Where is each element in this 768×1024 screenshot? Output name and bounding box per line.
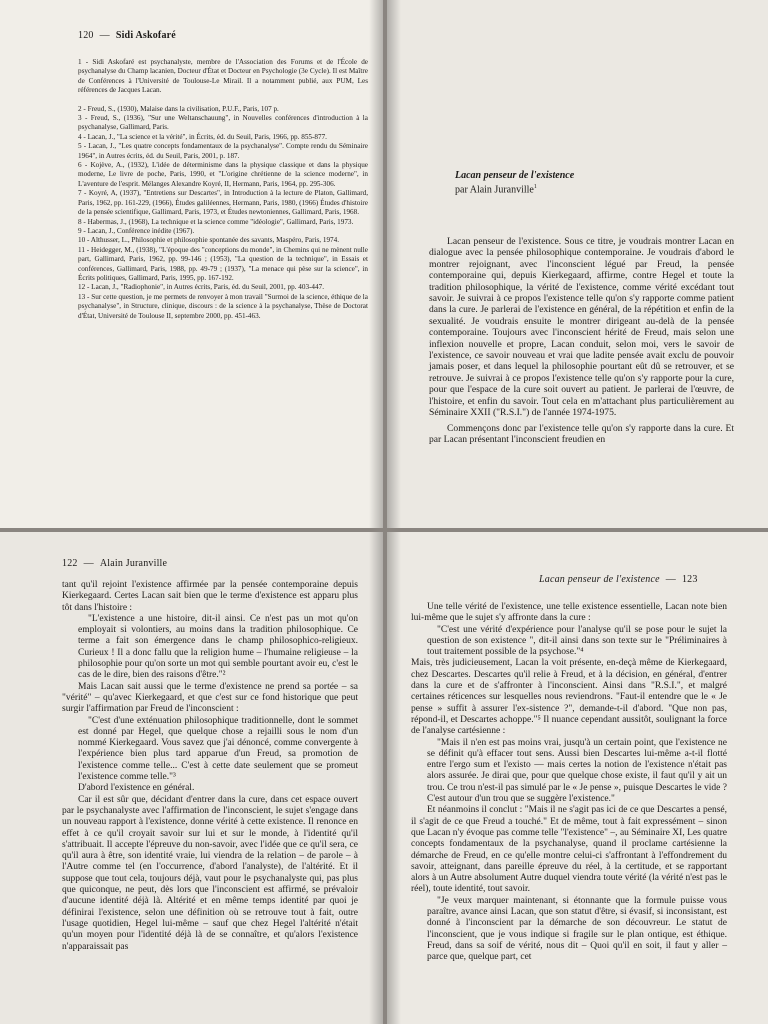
running-title: Lacan penseur de l'existence (539, 574, 660, 585)
note-item: 5 - Lacan, J., "Les quatre concepts fondamentaux de la psychanalyse". Compte rendu du Séminaire 1964", in Autres écrits, éd. du Seuil, Paris, 2001, p. 187. (78, 142, 368, 160)
page-top-right (387, 0, 768, 528)
block-quote: "Mais il n'en est pas moins vrai, jusqu'à un certain point, que l'existence ne se définit qu'à effacer tout sens. Aussi bien Descartes lui-même a-t-il flotté entre l'ergo sum et l'existo — mais certes la notion de l'existence n'était pas alors assurée. Je dirai que, pour que quelque chose existe, il faut qu'il y ait un trou. Ce trou n'est-il pas simulé par le « Je pense », puisque Descartes le vide ? C'est autour d'un trou que se suggère l'existence." (427, 737, 727, 805)
page-number: 123 (681, 574, 698, 585)
running-head (62, 558, 167, 569)
note-item: 13 - Sur cette question, je me permets de renvoyer à mon travail "Surmoi de la science, éthique de la psychanalyse", in Structure, clinique, discours : de la science à la psychanalyse, Thèse de Doctorat d'État, Université de Toulouse II, septembre 2000, pp. 451-463. (78, 292, 368, 320)
paragraph: D'abord l'existence en général. (78, 783, 195, 794)
note-item: 10 - Althusser, L., Philosophie et philosophie spontanée des savants, Maspéro, Paris, 1974. (78, 236, 340, 245)
note-item: 8 - Habermas, J., (1968), La technique et la science comme "idéologie", Gallimard, Paris, 1973. (78, 217, 354, 226)
paragraph: Mais Lacan sait aussi que le terme d'existence ne prend sa portée – sa "vérité" – qu'avec Kierkegaard, et que c'est sur ce fond historique que peut surgir l'affirmation par Freud de l'inconscient : (62, 681, 358, 715)
note-item: 4 - Lacan, J., "La science et la vérité", in Écrits, éd. du Seuil, Paris, 1966, pp. 855-877. (78, 132, 327, 141)
article-title: Lacan penseur de l'existence (455, 170, 575, 181)
block-quote: "L'existence a une histoire, dit-il ainsi. Ce n'est pas un mot qu'on employait si volontiers, au moins dans la tradition philosophique. Ce terme a fait son émergence dans le champ philosophico-religieux. Curieux ! Il a donc fallu que la religion hume – l'humaine religieuse – la philosophie pour qu'on sorte un mot qui semble pourtant avoir eu, c'est le cas de le dire, bien des raisons d'être."² (78, 613, 358, 681)
note-item: 12 - Lacan, J., "Radiophonie", in Autres écrits, Paris, éd. du Seuil, 2001, pp. 403-447. (78, 283, 325, 292)
paragraph: tant qu'il rejoint l'existence affirmée par la pensée contemporaine depuis Kierkegaard. Certes Lacan sait bien que le terme d'existence est apparu plus tôt dans l'histoire : (62, 580, 358, 613)
gutter-shadow (387, 532, 401, 1024)
running-title: Alain Juranville (99, 558, 168, 569)
running-head-dash: — (83, 558, 94, 569)
page-number: 120 (78, 30, 94, 41)
note-item: 7 - Koyré, A, (1937), "Entretiens sur Descartes", in Introduction à la lecture de Platon, Gallimard, Paris, 1962, pp. 161-229, (1966), Études galiléennes, Hermann, Paris, 1980, (1966) Études d'histoire de la pensée scientifique, Gallimard, Paris, 1973, et Études newtoniennes, Gallimard, Paris, 1968. (78, 189, 368, 217)
endnotes (78, 58, 368, 321)
article-body-opening (429, 236, 734, 449)
body-text (411, 602, 727, 964)
page-bottom-left (0, 532, 383, 1024)
block-quote: "C'est une vérité d'expérience pour l'analyse qu'il se pose pour le sujet la question de son existence ", dit-il ainsi dans son texte sur le "Préliminaires à tout traitement possible de la psychose."⁴ (427, 624, 727, 658)
running-head (539, 574, 698, 585)
paragraph: Commençons donc par l'existence telle qu'on s'y rapporte dans la cure. Et par Lacan présentant l'inconscient freudien en (429, 422, 734, 445)
gutter-shadow (369, 0, 383, 528)
note-item: 11 - Heidegger, M., (1938), "L'époque des "conceptions du monde", in Chemins qui ne mènent nulle part, Gallimard, Paris, 1962, pp. 99-146 ; (1953), "La question de la technique", in Essais et conférences, Gallimard, Paris, 1988, pp. 49-79 ; (1937), "La menace qui pèse sur la science", in Écrits politiques, Gallimard, Paris, 1995, pp. 167-192. (78, 245, 368, 282)
running-head-dash: — (665, 574, 676, 585)
page-number: 122 (62, 558, 78, 569)
running-title: Sidi Askofaré (115, 30, 176, 41)
running-head (78, 30, 176, 41)
article-byline (455, 184, 537, 195)
byline-note-ref: 1 (533, 184, 537, 190)
gutter-shadow (369, 532, 383, 1024)
paragraph: Et néanmoins il conclut : "Mais il ne s'agit pas ici de ce que Descartes a pensé, il s'agit de ce que Freud a touché." Et de même, tout à fait expressément – sinon que Lacan n'y évoque pas comme telle "l'existence" –, au Séminaire XI, Les quatre concepts fondamentaux de la psychanalyse, quand il proclame cartésienne la démarche de Freud, en ce qu'elle montre celui-ci s'affrontant à l'effondrement du savoir, atteignant, dans pareille épreuve du réel, à la certitude, et se rapportant alors à un Autre absolument Autre duquel viendra toute vérité (la vérité n'est pas le réel), toute identité, tout savoir. (411, 805, 727, 895)
byline-text: par Alain Juranville (455, 184, 534, 196)
note-item: 3 - Freud, S., (1936), "Sur une Weltanschauung", in Nouvelles conférences d'introduction à la psychanalyse, Gallimard, Paris. (78, 114, 368, 132)
body-text (62, 580, 358, 953)
block-quote: "C'est d'une exténuation philosophique traditionnelle, dont le sommet est donné par Hegel, que quelque chose a rejailli sous le nom d'un nommé Kierkegaard. Vous savez que j'ai dénoncé, comme convergente à l'expérience bien plus tard apparue d'un Freud, sa promotion de l'existence comme telle... C'est à cette date seulement que se promeut l'existence comme telle."³ (78, 715, 358, 783)
note-item: 9 - Lacan, J., Conférence inédite (1967). (78, 226, 195, 235)
block-quote: "Je veux marquer maintenant, si étonnante que la formule puisse vous paraître, avance ainsi Lacan, que son statut d'être, si évasif, si inconsistant, est donné à l'inconscient par la démarche de son découvreur. Le statut de l'inconscient, que je vous indique si fragile sur le plan ontique, est éthique. Freud, dans sa soif de vérité, nous dit – Quoi qu'il en soit, il faut y aller – parce que, quelque part, cet (427, 895, 727, 963)
paragraph: Mais, très judicieusement, Lacan la voit présente, en-deçà même de Kierkegaard, chez Descartes. Descartes qu'il relie à Freud, et à la décision, en général, d'entrer dans la cure et de s'affronter à l'inconscient. Ainsi dans "R.S.I.", et malgré certaines réticences sur lesquelles nous reviendrons. "Faut-il entendre que le « Je pense » suffit à assurer l'ex-sistence ?", demande-t-il d'abord. "Que non pas, répond-il, et Descartes achoppe."⁵ Il nuance cependant aussitôt, soulignant la force de l'analyse cartésienne : (411, 658, 727, 737)
gutter-shadow (387, 0, 401, 528)
note-item: 6 - Kojève, A., (1932), L'idée de déterminisme dans la physique classique et dans la physique moderne, Le livre de poche, Paris, 1990, et "L'origine chrétienne de la science moderne", in L'aventure de l'esprit. Mélanges Alexandre Koyré, II, Hermann, Paris, 1964, pp. 295-306. (78, 161, 368, 188)
page-top-left (0, 0, 383, 528)
running-head-dash: — (99, 30, 110, 41)
paragraph: Lacan penseur de l'existence. Sous ce titre, je voudrais montrer Lacan en dialogue avec la pensée philosophique contemporaine. Je voudrais d'abord le montrer rejoignant, avec l'inconscient légué par Freud, la pensée contemporaine qui, depuis Kierkegaard, affirme, contre Hegel et toute la tradition philosophique, la vérité de l'existence, comme vérité excédant tout savoir. Je suivrai à ce propos l'existence telle qu'on s'y rapporte comme patient dans la cure. Je parlerai de l'existence en général, de la répétition et enfin de la sexualité. Je voudrais ensuite le montrer dirigeant au-delà de la pensée contemporaine. Toujours avec l'inconscient hérité de Freud, mais selon une inflexion nouvelle et propre, Lacan conduit, selon moi, vers le savoir de l'existence, ce savoir nouveau et vrai que ladite pensée avait exclu de pouvoir jamais poser, et dans lequel la philosophie pourtant eût dû se retrouver, et se retrouve. Je suivrai à ce propos l'existence telle qu'on s'y rapporte pour la cure, pour que l'espace de la cure soit ouvert au patient. Je parlerai de l'œuvre, de l'histoire, et enfin du savoir. Tout cela en m'attachant plus particulièrement au Séminaire XXII ("R.S.I.") de l'année 1974-1975. (429, 236, 734, 419)
page-bottom-right (387, 532, 768, 1024)
notes-list (78, 105, 368, 321)
note-item: 2 - Freud, S., (1930), Malaise dans la civilisation, P.U.F., Paris, 107 p. (78, 104, 279, 113)
paragraph: Car il est sûr que, décidant d'entrer dans la cure, dans cet espace ouvert par le psychanalyste avec l'affirmation de l'inconscient, le sujet s'engage dans un nouveau rapport à l'existence, donne vérité à cette existence. Il renonce en effet à ce qu'il croyait savoir sur lui et sur le monde, à l'identité qu'il s'attribuait. Il accepte l'épreuve du non-savoir, avec l'idée que ce qu'il sera, ce qu'il aura à être, son identité vraie, lui viendra de la relation – de parole – à l'Autre comme tel (en l'occurrence, d'abord l'analyste), de l'altérité. Et il suppose que tout cela, toujours déjà, vaut pour le psychanalyste qui, pas plus que quiconque, ne peut, dès lors que l'inconscient est affirmé, se prévaloir d'aucune identité déjà là. Altérité et en même temps identité par quoi je définirai l'existence, selon une définition où se retrouve tout à fait, outre l'usage quotidien, Hegel lui-même – sauf que chez Hegel l'altérité n'était qu'un moyen pour l'identité déjà là de se connaître, et qu'alors l'existence n'apparaissait pas (62, 794, 358, 952)
paragraph: Une telle vérité de l'existence, une telle existence essentielle, Lacan note bien lui-même que le sujet s'y affronte dans la cure : (411, 602, 727, 624)
author-bio-note: 1 - Sidi Askofaré est psychanalyste, membre de l'Association des Forums et de l'École de psychanalyse du Champ lacanien, Docteur d'État et Docteur en Psychologie (3e Cycle). Il est Maître de Conférences à l'Université de Toulouse-Le Mirail. Il a notamment publié, aux PUM, Les références de Jacques Lacan. (78, 58, 368, 95)
